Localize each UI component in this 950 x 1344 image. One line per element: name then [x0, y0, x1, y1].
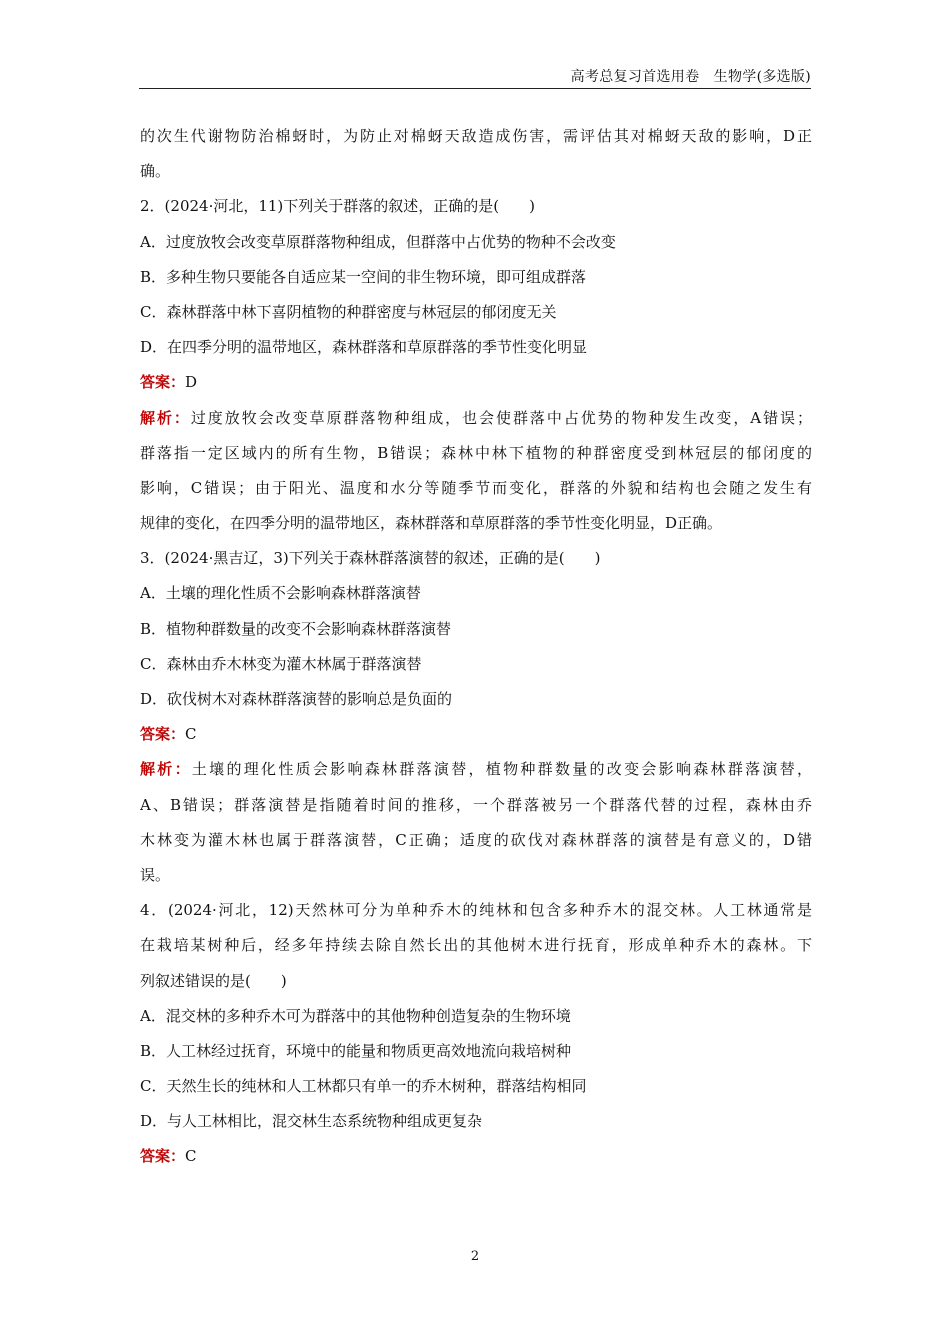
- answer-label: 答案：: [140, 373, 186, 392]
- q2-option-a: A．过度放牧会改变草原群落物种组成，但群落中占优势的物种不会改变: [140, 232, 616, 251]
- q4-stem-line: 在栽培某树种后，经多年持续去除自然长出的其他树木进行抚育，形成单种乔木的森林。下: [140, 936, 812, 955]
- analysis-label: 解析：: [140, 760, 192, 779]
- q3-option-a: A．土壤的理化性质不会影响森林群落演替: [140, 584, 421, 603]
- q2-option-b: B．多种生物只要能各自适应某一空间的非生物环境，即可组成群落: [140, 267, 587, 286]
- q2-stem: 2．(2024·河北，11)下列关于群落的叙述，正确的是( ): [140, 197, 535, 216]
- q3-answer-value: C: [185, 725, 197, 744]
- q2-option-c: C．森林群落中林下喜阴植物的种群密度与林冠层的郁闭度无关: [140, 302, 557, 321]
- q4-answer-value: C: [185, 1147, 197, 1166]
- q4-option-d: D．与人工林相比，混交林生态系统物种组成更复杂: [140, 1112, 483, 1131]
- q2-analysis-line: 影响，C错误；由于阳光、温度和水分等随季节而变化，群落的外貌和结构也会随之发生有: [140, 478, 812, 497]
- answer-label: 答案：: [140, 1147, 186, 1166]
- q3-option-c: C．森林由乔木林变为灌木林属于群落演替: [140, 654, 422, 673]
- q3-analysis-line: 误。: [140, 865, 171, 884]
- q3-option-b: B．植物种群数量的改变不会影响森林群落演替: [140, 619, 452, 638]
- page-number: 2: [470, 1249, 480, 1264]
- q4-option-b: B．人工林经过抚育，环境中的能量和物质更高效地流向栽培树种: [140, 1041, 572, 1060]
- analysis-label: 解析：: [140, 408, 191, 427]
- q4-option-a: A．混交林的多种乔木可为群落中的其他物种创造复杂的生物环境: [140, 1006, 571, 1025]
- q4-answer: [140, 1139, 812, 1174]
- q2-answer: [140, 365, 812, 400]
- q3-analysis-line: A、B错误；群落演替是指随着时间的推移，一个群落被另一个群落代替的过程，森林由乔: [140, 795, 812, 814]
- q2-analysis-line: 群落指一定区域内的所有生物，B错误；森林中林下植物的种群密度受到林冠层的郁闭度的: [140, 443, 812, 462]
- q3-stem: 3．(2024·黑吉辽，3)下列关于森林群落演替的叙述，正确的是( ): [140, 549, 601, 568]
- q3-analysis-line: [140, 752, 812, 787]
- page-header: [139, 66, 811, 89]
- q4-option-c: C．天然生长的纯林和人工林都只有单一的乔木树种，群落结构相同: [140, 1077, 587, 1096]
- page-content: [140, 119, 812, 1175]
- header-title: 高考总复习首选用卷 生物学(多选版): [570, 69, 811, 85]
- q2-option-d: D．在四季分明的温带地区，森林群落和草原群落的季节性变化明显: [140, 338, 588, 357]
- q2-analysis-line: [140, 401, 812, 436]
- q4-stem-line: 4．(2024·河北，12)天然林可分为单种乔木的纯林和包含多种乔木的混交林。人工林通常是: [140, 901, 812, 920]
- q3-option-d: D．砍伐树木对森林群落演替的影响总是负面的: [140, 690, 453, 708]
- q4-stem-line: 列叙述错误的是( ): [140, 971, 287, 990]
- q3-analysis-line: 木林变为灌木林也属于群落演替，C正确；适度的砍伐对森林群落的演替是有意义的，D错: [140, 830, 812, 849]
- q1-analysis-line: 的次生代谢物防治棉蚜时，为防止对棉蚜天敌造成伤害，需评估其对棉蚜天敌的影响，D正: [140, 127, 812, 145]
- q3-answer: [140, 717, 812, 752]
- q2-analysis-line: 规律的变化，在四季分明的温带地区，森林群落和草原群落的季节性变化明显，D正确。: [140, 514, 723, 533]
- q3-analysis-text: 土壤的理化性质会影响森林群落演替，植物种群数量的改变会影响森林群落演替，: [191, 760, 812, 779]
- q2-analysis-text: 过度放牧会改变草原群落物种组成，也会使群落中占优势的物种发生改变，A错误；: [190, 408, 812, 427]
- q2-answer-value: D: [185, 373, 198, 392]
- answer-label: 答案：: [140, 725, 186, 744]
- q1-analysis-line: 确。: [140, 162, 171, 181]
